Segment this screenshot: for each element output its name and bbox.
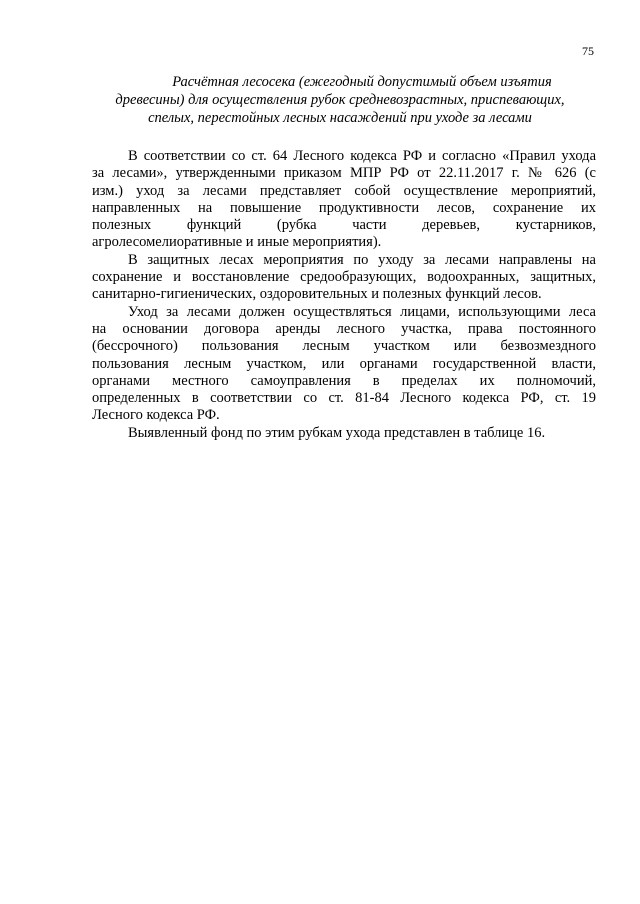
text-line: (бессрочного) пользования лесным участком или безвозмездного: [92, 338, 596, 355]
text-line: Лесного кодекса РФ.: [92, 407, 220, 424]
body-text: [92, 148, 596, 442]
text-line: изм.) уход за лесами представляет собой осуществление мероприятий,: [92, 182, 596, 199]
paragraph-protective-forests: [92, 252, 596, 304]
heading-line: Расчётная лесосека (ежегодный допустимый объем изъятия: [172, 74, 552, 90]
text-line: агролесомелиоративные и иные мероприятия).: [92, 234, 382, 251]
text-line: санитарно-гигиенических, оздоровительных и полезных функций лесов.: [92, 286, 542, 303]
text-line: полезных функций (рубка части деревьев, кустарников,: [92, 217, 596, 234]
text-line: за лесами», утвержденными приказом МПР РФ от 22.11.2017 г. № 626 (с: [92, 165, 596, 182]
text-line: сохранение и восстановление средообразующих, водоохранных, защитных,: [92, 269, 596, 286]
text-line: В соответствии со ст. 64 Лесного кодекса РФ и согласно «Правил ухода: [128, 148, 596, 164]
text-line: пользования лесным участком, или органами государственной власти,: [92, 355, 596, 372]
heading-line: спелых, перестойных лесных насаждений при уходе за лесами: [148, 110, 532, 126]
text-line: органами местного самоуправления в пределах их полномочий,: [92, 372, 596, 389]
text-line: на основании договора аренды лесного участка, права постоянного: [92, 320, 596, 337]
paragraph-responsible-parties: [92, 304, 596, 425]
text-line: В защитных лесах мероприятия по уходу за лесами направлены на: [128, 251, 596, 268]
text-line: Выявленный фонд по этим рубкам ухода представлен в таблице 16.: [128, 424, 546, 441]
heading-line: древесины) для осуществления рубок средневозрастных, приспевающих,: [115, 92, 565, 108]
text-line: Уход за лесами должен осуществляться лицами, использующими леса: [128, 303, 596, 320]
page-number: 75: [582, 44, 594, 58]
section-heading: [92, 73, 588, 127]
paragraph-table-reference: [92, 425, 596, 442]
paragraph-forest-care-definition: [92, 148, 596, 252]
text-line: определенных в соответствии со ст. 81-84 Лесного кодекса РФ, ст. 19: [92, 390, 596, 407]
text-line: направленных на повышение продуктивности лесов, сохранение их: [92, 199, 596, 216]
